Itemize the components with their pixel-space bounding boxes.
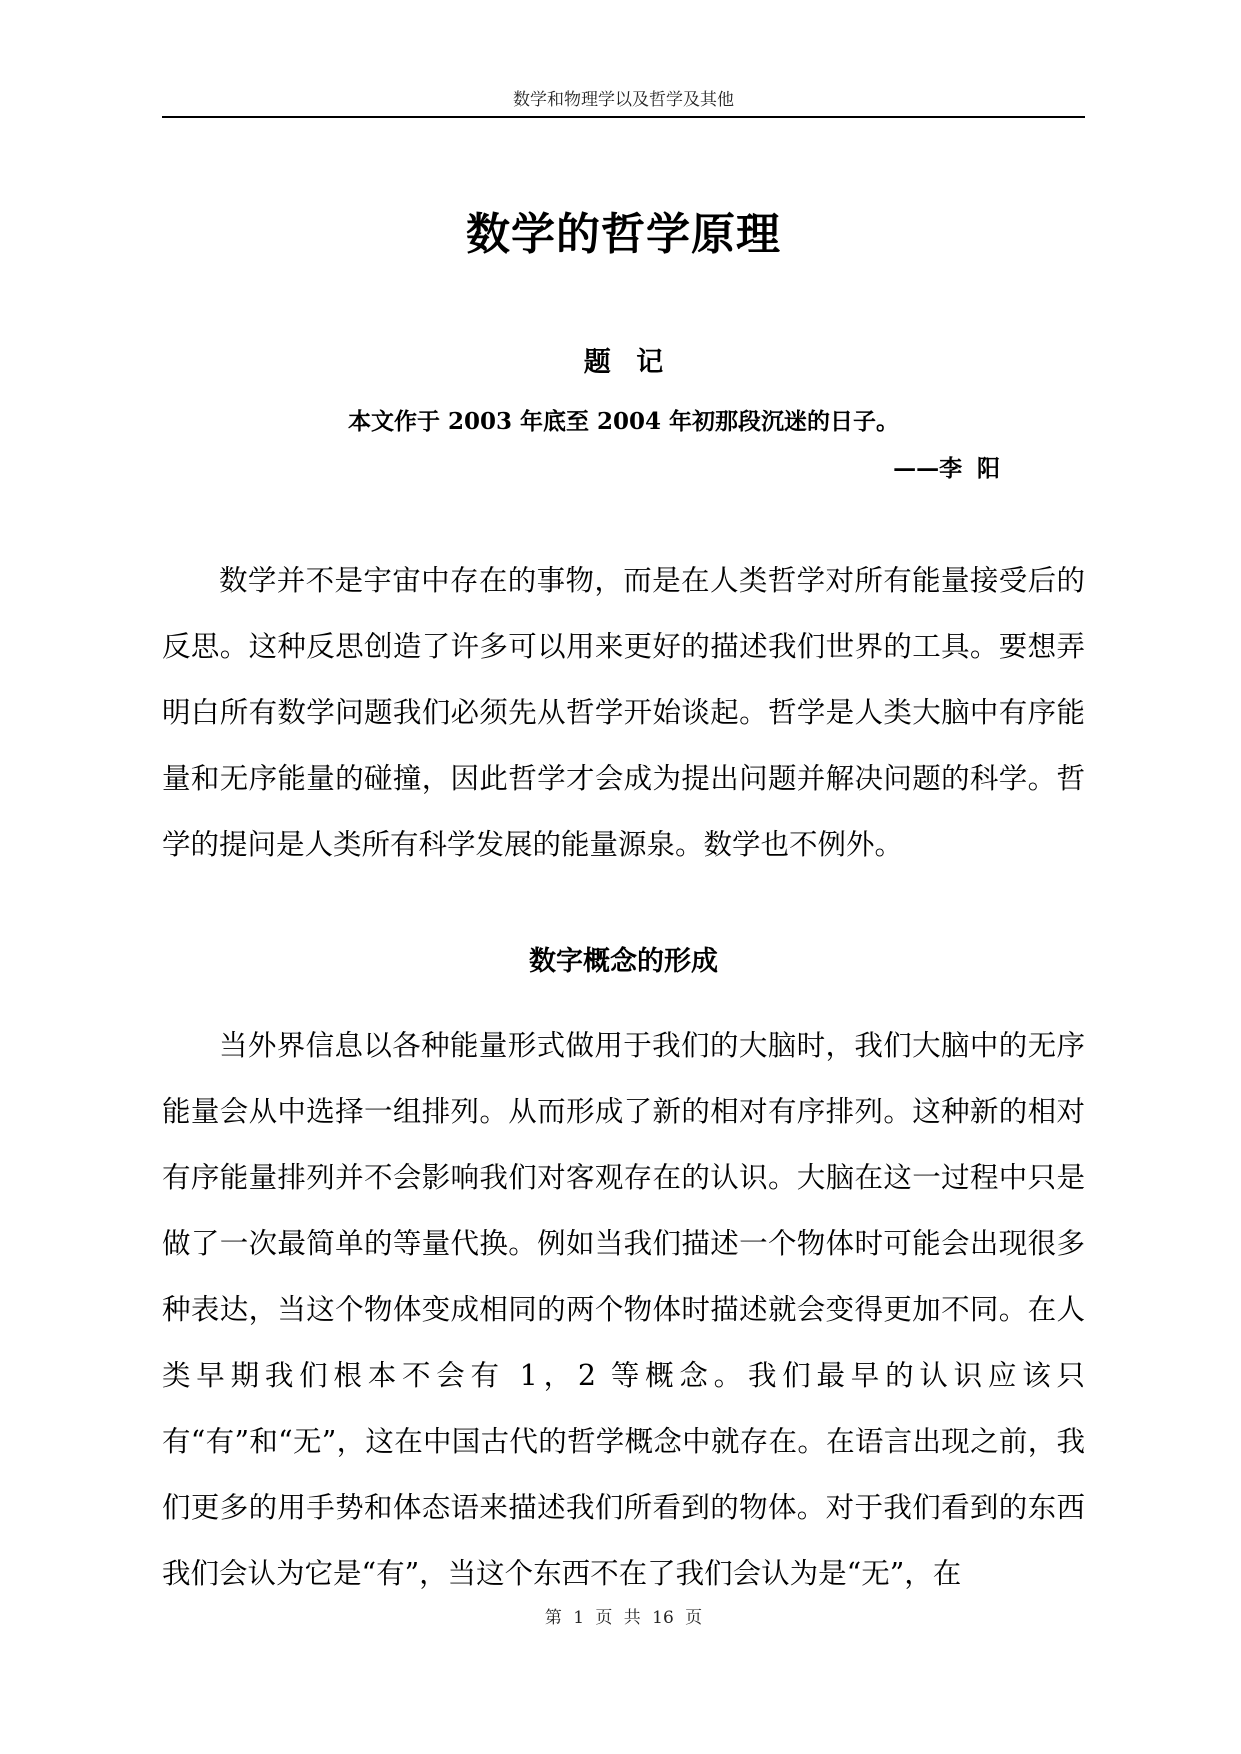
document-title: 数学的哲学原理 [466, 209, 781, 260]
page-number-footer: 第 1 页 共 16 页 [544, 1608, 703, 1628]
running-header: 数学和物理学以及哲学及其他 [513, 90, 734, 110]
epigraph-heading: 题 记 [583, 347, 664, 378]
body-paragraph-section: 当外界信息以各种能量形式做用于我们的大脑时，我们大脑中的无序能量会从中选择一组排列。从而形成了新的相对有序排列。这种新的相对有序能量排列并不会影响我们对客观存在的认识。大脑在这一过程中只是做了一次最简单的等量代换。例如当我们描述一个物体时可能会出现很多种表达，当这个物体变成相同的两个物体时描述就会变得更加不同。在人类早期我们根本不会有 1，2 等概念。我们最早的认识应该只有“有”和“无”，这在中国古代的哲学概念中就存在。在语言出现之前，我们更多的用手势和体态语来描述我们所看到的物体。对于我们看到的东西我们会认为它是“有”，当这个东西不在了我们会认为是“无”，在 [162, 1029, 1085, 1590]
header-divider [162, 116, 1085, 118]
section-heading: 数字概念的形成 [529, 946, 718, 977]
body-paragraph-intro: 数学并不是宇宙中存在的事物，而是在人类哲学对所有能量接受后的反思。这种反思创造了许多可以用来更好的描述我们世界的工具。要想弄明白所有数学问题我们必须先从哲学开始谈起。哲学是人类大脑中有序能量和无序能量的碰撞，因此哲学才会成为提出问题并解决问题的科学。哲学的提问是人类所有科学发展的能量源泉。数学也不例外。 [162, 564, 1085, 861]
epigraph-text: 本文作于 2003 年底至 2004 年初那段沉迷的日子。 [347, 408, 900, 435]
epigraph-author: ——李 阳 [893, 455, 1000, 482]
